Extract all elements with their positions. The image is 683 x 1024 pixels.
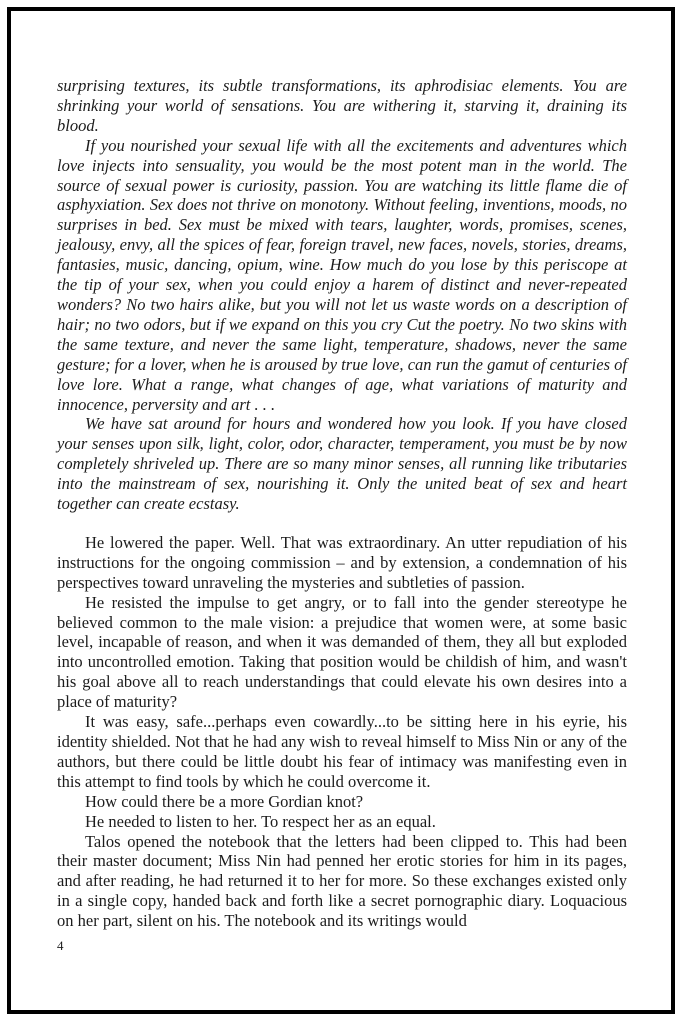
page-content [57,76,627,1004]
page-number: 4 [57,938,64,954]
body-paragraph: He needed to listen to her. To respect her as an equal. [85,811,436,831]
narrative-section [57,533,627,931]
quote-paragraph: We have sat around for hours and wondered how you look. If you have closed your senses upon silk, light, color, odor, character, temperament, you must be by now completely shriveled up. There are so many minor senses, all running like tributaries into the mainstream of sex, nourishing it. Only the united beat of sex and heart together can create ecstasy. [57,414,627,514]
quote-paragraph: If you nourished your sexual life with all the excitements and adventures which love injects into sensuality, you would be the most potent man in the world. The source of sexual power is curiosity, passion. You are watching its little flame die of asphyxiation. Sex does not thrive on monotony. Without feeling, inventions, moods, no surprises in bed. Sex must be mixed with tears, laughter, words, promises, scenes, jealousy, envy, all the spices of fear, foreign travel, new faces, novels, stories, dreams, fantasies, music, dancing, opium, wine. How much do you lose by this periscope at the tip of your sex, when you could enjoy a harem of distinct and never-repeated wonders? No two hairs alike, but you will not let us waste words on a description of hair; no two odors, but if we expand on this you cry Cut the poetry. No two skins with the same texture, and never the same light, temperature, shadows, never the same gesture; for a lover, when he is aroused by true love, can run the gamut of centuries of love lore. What a range, what changes of age, what variations of maturity and innocence, perversity and art . . . [57,135,627,414]
quote-paragraph: surprising textures, its subtle transformations, its aphrodisiac elements. You are shrinking your world of sensations. You are withering it, starving it, draining its blood. [57,76,627,135]
body-paragraph: He lowered the paper. Well. That was extraordinary. An utter repudiation of his instructions for the ongoing commission – and by extension, a condemnation of his perspectives toward unraveling the mysteries and subtleties of passion. [57,532,627,592]
body-paragraph: How could there be a more Gordian knot? [85,791,364,811]
quoted-letter-section [57,76,627,514]
body-paragraph: Talos opened the notebook that the letters had been clipped to. This had been their master document; Miss Nin had penned her erotic stories for him in its pages, and after reading, he had returned it to her for more. So these exchanges existed only in a single copy, handed back and forth like a secret pornographic diary. Loquacious on her part, silent on his. The notebook and its writings would [57,831,627,931]
body-paragraph: He resisted the impulse to get angry, or to fall into the gender stereotype he believed common to the male vision: a prejudice that women were, at some basic level, incapable of reason, and when it was demanded of them, they all but exploded into uncontrolled emotion. Taking that position would be childish of him, and wasn't his goal above all to reach understandings that could elevate his own desires into a place of maturity? [57,592,627,712]
body-paragraph: It was easy, safe...perhaps even cowardly...to be sitting here in his eyrie, his identity shielded. Not that he had any wish to reveal himself to Miss Nin or any of the authors, but there could be little doubt his fear of intimacy was manifesting even in this attempt to find tools by which he could overcome it. [57,712,627,791]
